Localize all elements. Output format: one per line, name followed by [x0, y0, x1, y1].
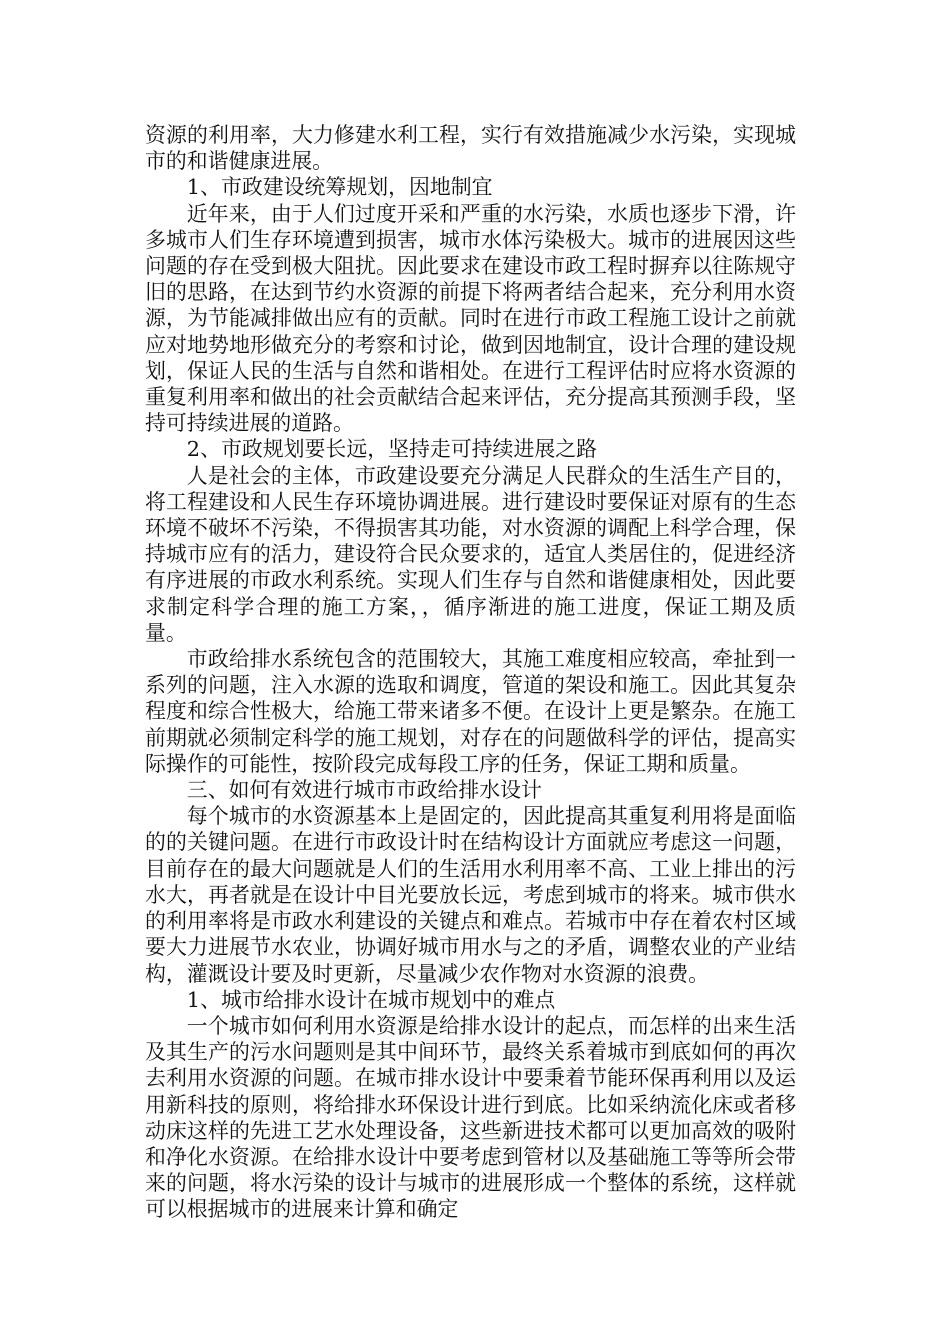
- paragraph-body: 人是社会的主体，市政建设要充分满足人民群众的生活生产目的，将工程建设和人民生存环境协调进展。进行建设时要保证对原有的生态环境不破坏不污染，不得损害其功能，对水资源的调配上科学合理，保持城市应有的活力，建设符合民众要求的，适宜人类居住的，促进经济有序进展的市政水利系统。实现人们生存与自然和谐健康相处，因此要求制定科学合理的施工方案，，循序渐进的施工进度，保证工期及质量。: [145, 463, 796, 645]
- section-heading-planning: 1、市政建设统筹规划，因地制宜: [186, 175, 493, 200]
- paragraph-continuation: 资源的利用率，大力修建水利工程，实行有效措施减少水污染，实现城市的和谐健康进展。: [145, 123, 796, 174]
- paragraph-body: 近年来，由于人们过度开采和严重的水污染，水质也逐步下滑，许多城市人们生存环境遭到损害，城市水体污染极大。城市的进展因这些问题的存在受到极大阻扰。因此要求在建设市政工程时摒弃以往陈规守旧的思路，在达到节约水资源的前提下将两者结合起来，充分利用水资源，为节能减排做出应有的贡献。同时在进行市政工程施工设计之前就应对地势地形做充分的考察和讨论，做到因地制宜，设计合理的建设规划，保证人民的生活与自然和谐相处。在进行工程评估时应将水资源的重复利用率和做出的社会贡献结合起来评估，充分提高其预测手段，坚持可持续进展的道路。: [145, 201, 796, 436]
- paragraph-body: 市政给排水系统包含的范围较大，其施工难度相应较高，牵扯到一系列的问题，注入水源的选取和调度，管道的架设和施工。因此其复杂程度和综合性极大，给施工带来诸多不便。在设计上更是繁杂。在施工前期就必须制定科学的施工规划，对存在的问题做科学的评估，提高实际操作的可能性，按阶段完成每段工序的任务，保证工期和质量。: [145, 647, 796, 776]
- document-page: [145, 122, 796, 1223]
- section-heading-difficulties: 1、城市给排水设计在城市规划中的难点: [186, 987, 556, 1012]
- section-heading-long-term: 2、市政规划要长远，坚持走可持续进展之路: [186, 437, 598, 462]
- paragraph-body: 每个城市的水资源基本上是固定的，因此提高其重复利用将是面临的的关键问题。在进行市政设计时在结构设计方面就应考虑这一问题，目前存在的最大问题就是人们的生活用水利用率不高、工业上排出的污水大，再者就是在设计中目光要放长远，考虑到城市的将来。城市供水的利用率将是市政水利建设的关键点和难点。若城市中存在着农村区域要大力进展节水农业，协调好城市用水与之的矛盾，调整农业的产业结构，灌溉设计要及时更新，尽量减少农作物对水资源的浪费。: [145, 804, 796, 986]
- section-heading-design: 三、如何有效进行城市市政给排水设计: [186, 778, 542, 803]
- paragraph-body: 一个城市如何利用水资源是给排水设计的起点，而怎样的出来生活及其生产的污水问题则是其中间环节，最终关系着城市到底如何的再次去利用水资源的问题。在城市排水设计中要秉着节能环保再利用以及运用新科技的原则，将给排水环保设计进行到底。比如采纳流化床或者移动床这样的先进工艺水处理设备，这些新进技术都可以更加高效的吸附和净化水资源。在给排水设计中要考虑到管材以及基础施工等等所会带来的问题，将水污染的设计与城市的进展形成一个整体的系统，这样就可以根据城市的进展来计算和确定: [145, 1013, 796, 1222]
